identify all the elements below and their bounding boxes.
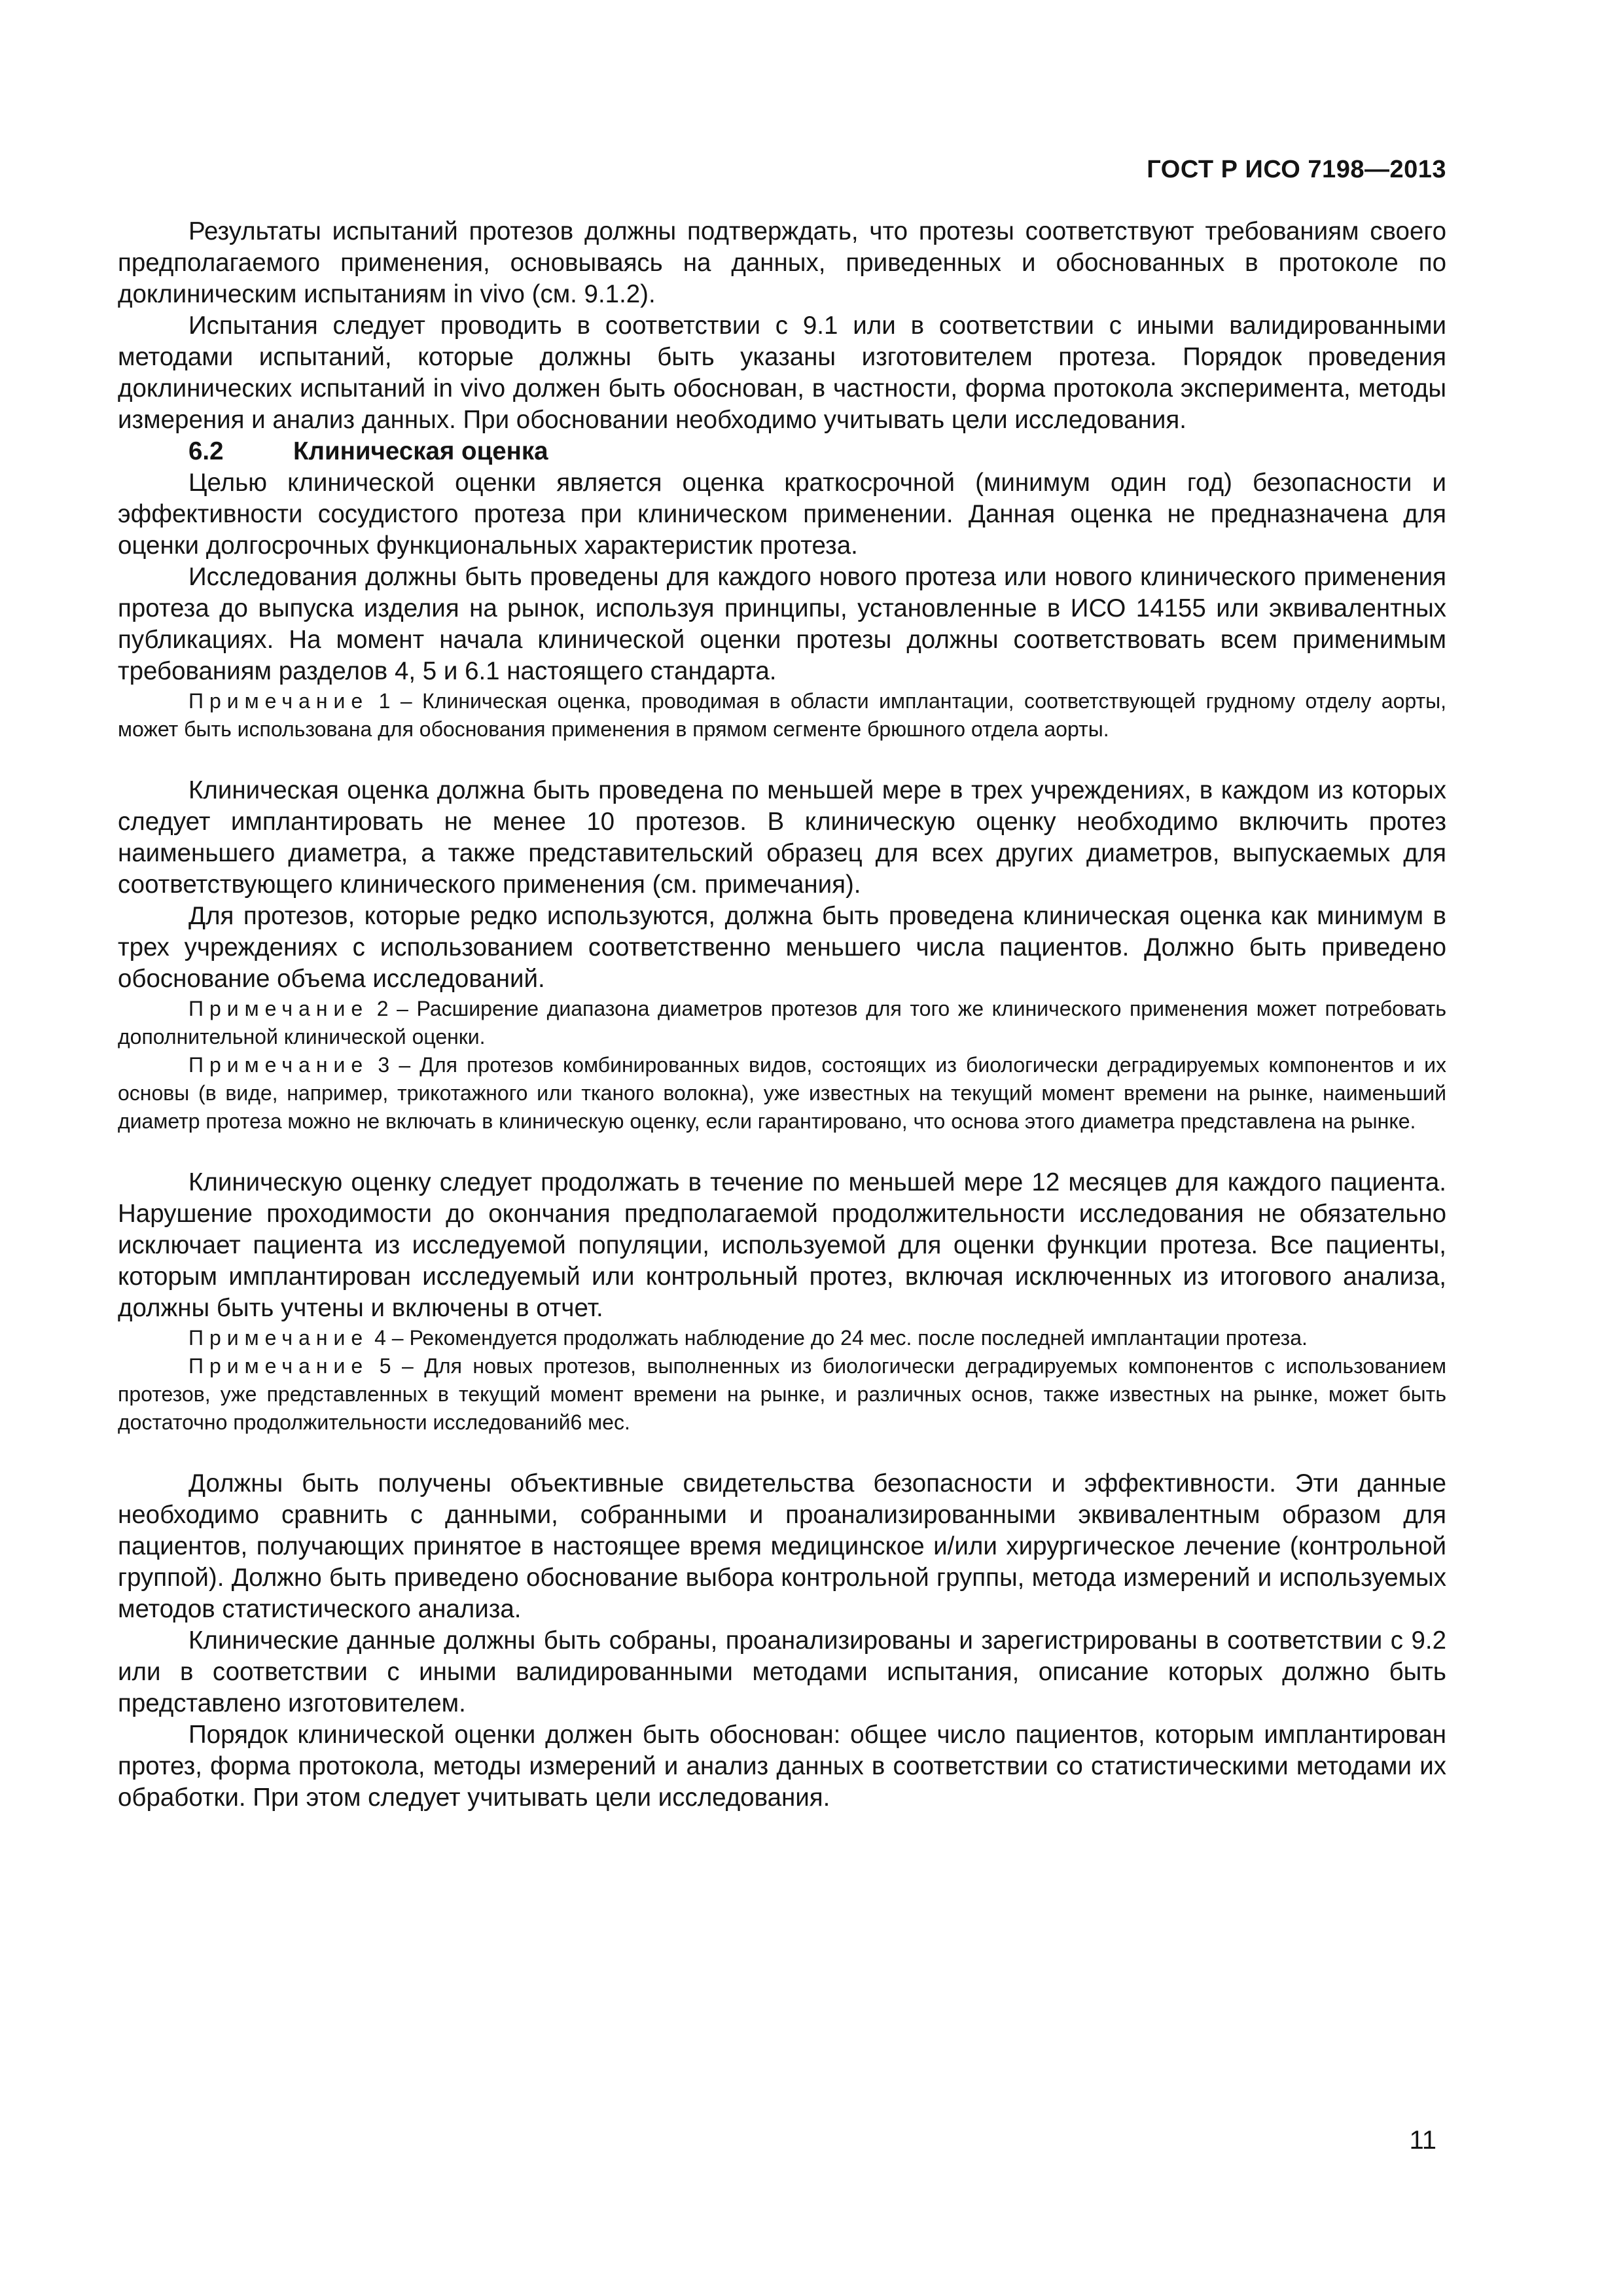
note-label: Примечание xyxy=(188,1326,369,1350)
paragraph: Целью клинической оценки является оценка краткосрочной (минимум один год) безопасности и эффективности сосудистого протеза при клиническом применении. Данная оценка не предназначена для оценки долгосрочных функциональных характеристик протеза. xyxy=(118,469,1446,560)
note-label: Примечание xyxy=(188,689,369,713)
paragraph: Клиническая оценка должна быть проведена по меньшей мере в трех учреждениях, в каждом из которых следует имплантировать не менее 10 протезов. В клиническую оценку необходимо включить протез наименьшего диаметра, а также представительский образец для всех других диаметров, выпускаемых для соответствующего клинического применения (см. примечания). xyxy=(118,776,1446,899)
note xyxy=(118,1051,1446,1136)
note-number: 4 xyxy=(374,1326,386,1350)
note-text: – Клиническая оценка, проводимая в области имплантации, соответствующей грудному отделу аорты, может быть использована для обоснования применения в прямом сегменте брюшного отдела аорты. xyxy=(118,689,1447,741)
note xyxy=(118,1324,1446,1352)
spacer xyxy=(118,744,1446,775)
paragraph: Результаты испытаний протезов должны подтверждать, что протезы соответствуют требованиям своего предполагаемого применения, основываясь на данных, приведенных и обоснованных в протоколе по доклиническим испытаниям in vivo (см. 9.1.2). xyxy=(118,217,1446,308)
page-number: 11 xyxy=(1409,2126,1436,2155)
paragraph: Порядок клинической оценки должен быть обоснован: общее число пациентов, которым имплантирован протез, форма протокола, методы измерений и анализ данных в соответствии со статистическими методами их обработки. При этом следует учитывать цели исследования. xyxy=(118,1721,1446,1812)
paragraph: Исследования должны быть проведены для каждого нового протеза или нового клинического применения протеза до выпуска изделия на рынок, используя принципы, установленные в ИСО 14155 или эквивалентных публикациях. На момент начала клинической оценки протезы должны соответствовать всем применимым требованиям разделов 4, 5 и 6.1 настоящего стандарта. xyxy=(118,563,1446,685)
paragraph: Должны быть получены объективные свидетельства безопасности и эффективности. Эти данные необходимо сравнить с данными, собранными и проанализированными эквивалентным образом для пациентов, получающих принятое в настоящее время медицинское и/или хирургическое лечение (контрольной группой). Должно быть приведено обоснование выбора контрольной группы, метода измерений и используемых методов статистического анализа. xyxy=(118,1469,1446,1623)
paragraph: Испытания следует проводить в соответствии с 9.1 или в соответствии с иными валидированными методами испытаний, которые должны быть указаны изготовителем протеза. Порядок проведения доклинических испытаний in vivo должен быть обоснован, в частности, форма протокола эксперимента, методы измерения и анализ данных. При обосновании необходимо учитывать цели исследования. xyxy=(118,312,1446,434)
section-title: Клиническая оценка xyxy=(293,437,548,465)
paragraph: Клинические данные должны быть собраны, проанализированы и зарегистрированы в соответствии с 9.2 или в соответствии с иными валидированными методами испытания, описание которых должно быть представлено изготовителем. xyxy=(118,1626,1446,1717)
note-label: Примечание xyxy=(188,1354,369,1378)
note-text: – Расширение диапазона диаметров протезов для того же клинического применения может потребовать дополнительной клинической оценки. xyxy=(118,997,1447,1049)
note-text: – Для протезов комбинированных видов, состоящих из биологически деградируемых компонентов и их основы (в виде, например, трикотажного или тканого волокна), уже известных на текущий момент времени на рынке, наименьший диаметр протеза можно не включать в клиническую оценку, если гарантировано, что основа этого диаметра представлена на рынке. xyxy=(118,1053,1447,1133)
note xyxy=(118,1352,1446,1437)
note-label: Примечание xyxy=(188,997,369,1020)
note-text: – Рекомендуется продолжать наблюдение до 24 мес. после последней имплантации протеза. xyxy=(391,1326,1308,1350)
note-text: – Для новых протезов, выполненных из биологически деградируемых компонентов с использованием протезов, уже представленных в текущий момент времени на рынке, и различных основ, также известных на рынке, может быть достаточно продолжительности исследований6 мес. xyxy=(118,1354,1447,1434)
spacer xyxy=(118,1136,1446,1167)
document-code-header: ГОСТ Р ИСО 7198—2013 xyxy=(1147,156,1446,183)
note xyxy=(118,687,1446,744)
document-body xyxy=(118,216,1446,1814)
note xyxy=(118,995,1446,1051)
section-heading xyxy=(118,436,1446,467)
section-number: 6.2 xyxy=(188,437,224,465)
paragraph: Для протезов, которые редко используются, должна быть проведена клиническая оценка как минимум в трех учреждениях с использованием соответственно меньшего числа пациентов. Должно быть приведено обоснование объема исследований. xyxy=(118,902,1446,993)
note-number: 2 xyxy=(376,997,389,1020)
note-label: Примечание xyxy=(188,1053,369,1077)
note-number: 5 xyxy=(379,1354,391,1378)
note-number: 1 xyxy=(378,689,391,713)
note-number: 3 xyxy=(378,1053,390,1077)
paragraph: Клиническую оценку следует продолжать в течение по меньшей мере 12 месяцев для каждого пациента. Нарушение проходимости до окончания предполагаемой продолжительности исследования не обязательно исключает пациента из исследуемой популяции, используемой для оценки функции протеза. Все пациенты, которым имплантирован исследуемый или контрольный протез, включая исключенных из итогового анализа, должны быть учтены и включены в отчет. xyxy=(118,1168,1446,1322)
spacer xyxy=(118,1437,1446,1468)
